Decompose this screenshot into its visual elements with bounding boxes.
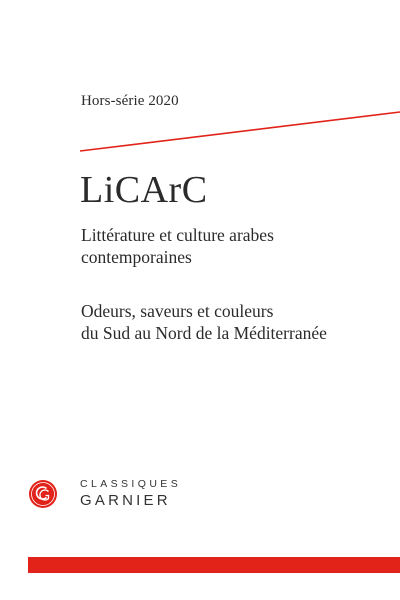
issue-theme bbox=[81, 300, 391, 344]
publisher-block bbox=[28, 475, 288, 515]
journal-subtitle bbox=[81, 224, 381, 268]
classiques-garnier-logo-icon bbox=[28, 479, 58, 509]
subtitle-line-1: Littérature et culture arabes bbox=[81, 225, 274, 245]
journal-title: LiCArC bbox=[80, 169, 208, 211]
publisher-name-line-2: GARNIER bbox=[80, 492, 171, 509]
red-footer-band bbox=[28, 557, 400, 573]
subtitle-line-2: contemporaines bbox=[81, 247, 192, 267]
publisher-name-line-1: CLASSIQUES bbox=[80, 478, 182, 490]
theme-line-2: du Sud au Nord de la Méditerranée bbox=[81, 323, 327, 343]
theme-line-1: Odeurs, saveurs et couleurs bbox=[81, 301, 274, 321]
series-label: Hors-série 2020 bbox=[81, 93, 179, 109]
